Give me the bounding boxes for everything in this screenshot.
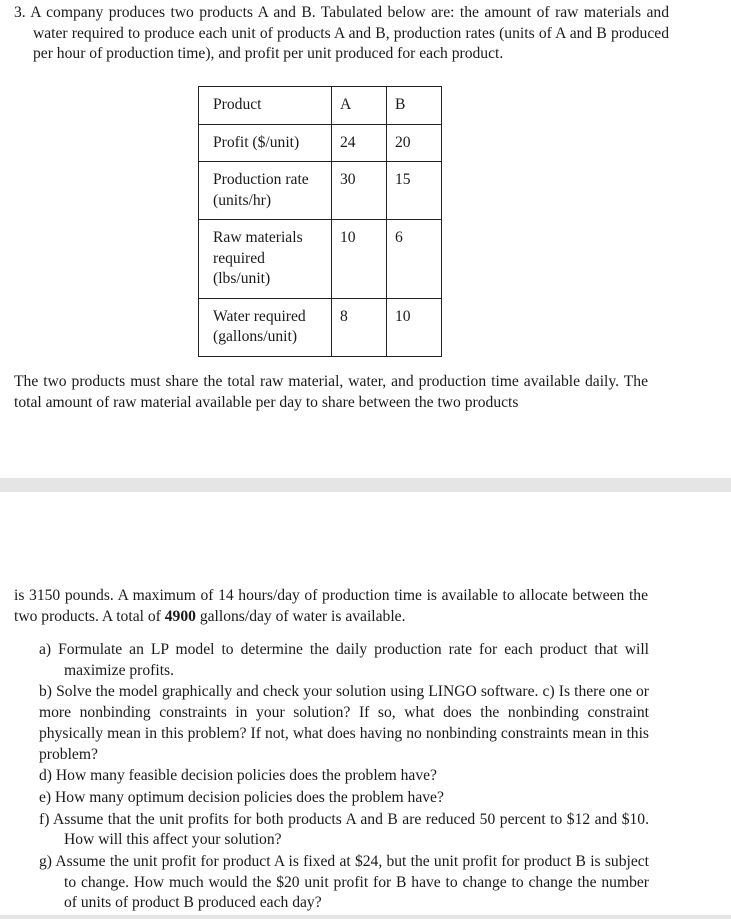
question-part-d: d) How many feasible decision policies does the problem have? <box>39 767 437 785</box>
table-cell: 15 <box>387 162 442 220</box>
continued-text <box>14 586 648 627</box>
page-bottom-edge <box>0 915 731 919</box>
shared-resources-text: The two products must share the total raw material, water, and production time available daily. The total amount of raw material available per day to share between the two products <box>14 373 648 411</box>
table-row <box>199 124 442 162</box>
table-header-cell: A <box>332 87 387 125</box>
continued-text-part: gallons/day of water is available. <box>195 607 406 625</box>
table-row <box>199 220 442 299</box>
question-part-e: e) How many optimum decision policies does the problem have? <box>39 788 444 806</box>
question-part-f: f) Assume that the unit profits for both products A and B are reduced 50 percent to $12 and $10. How will this affect your solution? <box>39 810 649 849</box>
question-parts-list <box>39 640 649 915</box>
table-header-cell: Product <box>199 87 332 125</box>
table-cell: Raw materials required (lbs/unit) <box>199 220 332 299</box>
table-cell: 30 <box>332 162 387 220</box>
product-data-table <box>198 86 442 357</box>
continued-text-part: is 3150 pounds. A maximum of 14 hours/day of production time is available to allocate between the two products. A total of <box>14 587 648 625</box>
table-cell: 10 <box>332 220 387 299</box>
problem-intro: 3. A company produces two products A and B. Tabulated below are: the amount of raw materials and water required to produce each unit of products A and B, production rates (units of A and B produced per hour of production time), and profit per unit produced for each product. <box>14 4 669 63</box>
question-part-a: a) Formulate an LP model to determine the daily production rate for each product that will maximize profits. <box>39 641 649 679</box>
table-header-row <box>199 87 442 125</box>
table-header-cell: B <box>387 87 442 125</box>
table-row <box>199 298 442 356</box>
table-cell: 20 <box>387 124 442 162</box>
table-row <box>199 162 442 220</box>
question-part-g: g) Assume the unit profit for product A is fixed at $24, but the unit profit for product B is subject to change. How much would the $20 unit profit for B have to change to change the number of units of product B produced each day? <box>39 853 649 912</box>
table-cell: 10 <box>387 298 442 356</box>
table-cell: Water required (gallons/unit) <box>199 298 332 356</box>
page-separator <box>0 478 731 492</box>
table-cell: Production rate (units/hr) <box>199 162 332 220</box>
table-cell: Profit ($/unit) <box>199 124 332 162</box>
question-part-b: b) Solve the model graphically and check your solution using LINGO software. c) Is there one or more nonbinding constraints in your solution? If so, what does the nonbinding constraint physically mean in this problem? If not, what does having no nonbinding constraints mean in this problem? <box>39 683 649 763</box>
table-cell: 6 <box>387 220 442 299</box>
water-amount-bold: 4900 <box>164 607 196 625</box>
table-cell: 24 <box>332 124 387 162</box>
table-cell: 8 <box>332 298 387 356</box>
